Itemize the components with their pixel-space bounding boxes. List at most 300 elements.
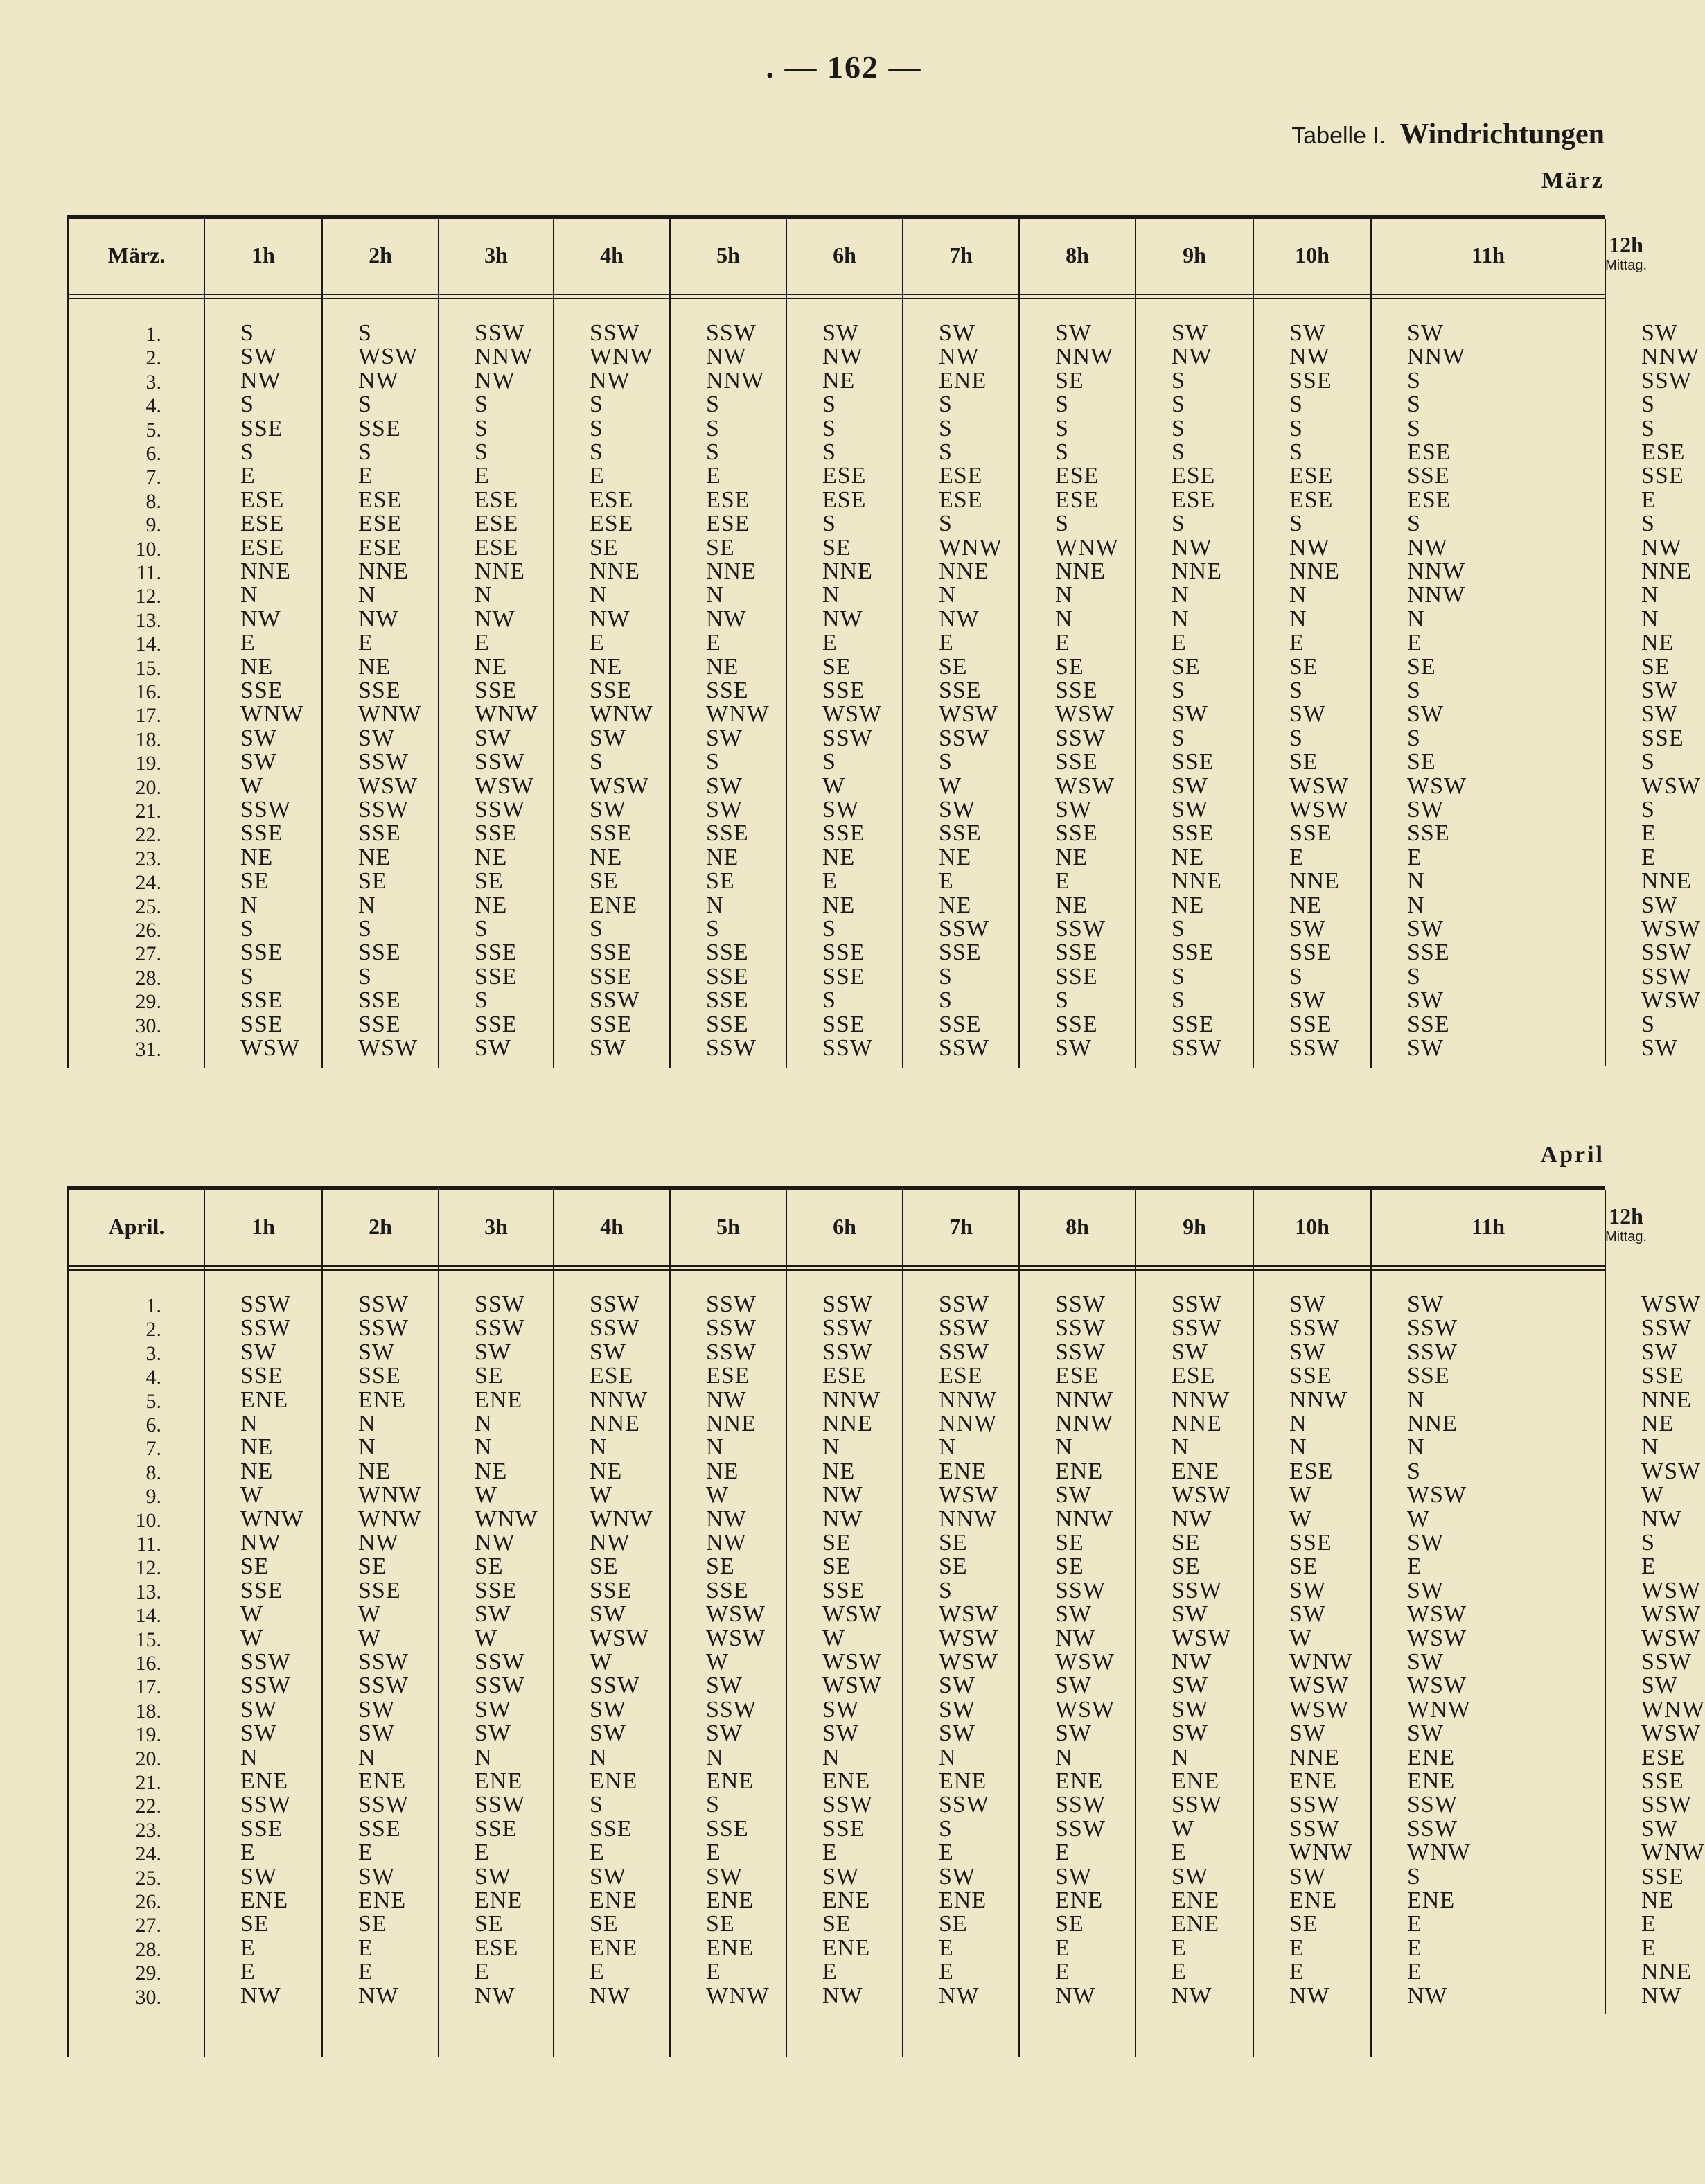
- hour-header: [554, 1190, 670, 1262]
- day-number: 30.: [135, 1985, 161, 2009]
- wind-direction-cell: WSW: [590, 773, 650, 799]
- wind-direction-cell: SE: [822, 653, 851, 680]
- wind-direction-cell: SSW: [590, 320, 640, 346]
- wind-direction-cell: SSE: [240, 1577, 283, 1603]
- wind-direction-cell: SW: [590, 797, 626, 822]
- wind-direction-cell: ESE: [1407, 486, 1451, 513]
- wind-direction-cell: NW: [1641, 1506, 1682, 1532]
- wind-direction-cell: SSE: [358, 940, 401, 966]
- wind-direction-cell: NW: [822, 1482, 863, 1508]
- wind-direction-cell: SSE: [1641, 463, 1684, 489]
- hour-header: [670, 219, 786, 291]
- wind-direction-cell: NNE: [1055, 558, 1106, 584]
- wind-direction-cell: S: [590, 415, 603, 441]
- day-number: 6.: [145, 1414, 161, 1436]
- wind-direction-cell: SSW: [590, 1315, 640, 1341]
- wind-direction-cell: ENE: [822, 1887, 871, 1913]
- day-number: 31.: [135, 1038, 161, 1061]
- wind-direction-cell: WNW: [358, 1482, 422, 1508]
- wind-direction-cell: W: [240, 1625, 264, 1651]
- wind-direction-cell: E: [358, 630, 373, 656]
- wind-direction-cell: NE: [1641, 1411, 1675, 1436]
- wind-direction-cell: S: [240, 320, 254, 346]
- wind-direction-cell: N: [822, 1744, 840, 1770]
- wind-direction-cell: SSE: [1055, 1011, 1098, 1037]
- wind-direction-cell: SE: [939, 1553, 968, 1580]
- header-rule: [69, 1269, 1605, 1271]
- wind-direction-cell: SSE: [1641, 1863, 1684, 1890]
- wind-direction-cell: S: [1289, 391, 1303, 418]
- hour-header: [554, 219, 670, 291]
- wind-direction-cell: NNE: [1289, 1744, 1340, 1770]
- wind-direction-cell: ENE: [939, 1887, 987, 1913]
- wind-direction-cell: SSW: [590, 1292, 640, 1317]
- wind-direction-cell: SW: [1172, 701, 1208, 728]
- wind-direction-cell: WNW: [475, 1506, 538, 1532]
- wind-direction-cell: E: [240, 1935, 256, 1961]
- wind-direction-cell: SE: [1289, 653, 1318, 680]
- day-number: 19.: [135, 752, 161, 775]
- wind-direction-cell: ENE: [1172, 1768, 1220, 1794]
- wind-direction-cell: ESE: [590, 1363, 634, 1389]
- wind-direction-cell: SSW: [358, 1292, 409, 1317]
- wind-direction-cell: NW: [358, 1530, 399, 1556]
- wind-direction-cell: E: [1172, 630, 1187, 656]
- wind-direction-cell: SW: [358, 725, 395, 751]
- wind-direction-cell: E: [1172, 1959, 1187, 1985]
- wind-direction-cell: SW: [475, 1035, 511, 1061]
- wind-direction-cell: SSW: [358, 749, 409, 775]
- wind-direction-cell: SW: [706, 1673, 743, 1699]
- wind-direction-cell: WSW: [590, 1625, 650, 1651]
- wind-direction-cell: NNW: [1289, 1386, 1348, 1413]
- wind-direction-cell: ENE: [590, 1935, 638, 1961]
- wind-direction-cell: SW: [590, 1720, 626, 1747]
- wind-direction-cell: NNW: [706, 367, 765, 394]
- day-number: 27.: [135, 1914, 161, 1937]
- wind-direction-cell: SW: [939, 1673, 975, 1699]
- wind-direction-cell: S: [1407, 1863, 1421, 1890]
- wind-direction-cell: S: [1172, 916, 1185, 942]
- wind-direction-cell: SSW: [1641, 940, 1692, 966]
- wind-direction-cell: SW: [1055, 320, 1092, 346]
- wind-direction-cell: N: [822, 1434, 840, 1461]
- hour-label: 7h: [949, 1214, 973, 1239]
- wind-direction-cell: SSW: [706, 320, 757, 346]
- wind-direction-cell: SW: [1055, 797, 1092, 822]
- wind-direction-cell: E: [590, 463, 605, 489]
- hour-header: [1605, 219, 1647, 291]
- wind-direction-cell: SSW: [1172, 1315, 1222, 1341]
- wind-direction-cell: SSW: [939, 1035, 989, 1061]
- wind-direction-cell: E: [1407, 1935, 1422, 1961]
- wind-direction-cell: SE: [706, 534, 735, 561]
- wind-direction-cell: ENE: [240, 1768, 289, 1794]
- wind-direction-cell: SSE: [590, 1815, 633, 1842]
- wind-direction-cell: S: [1289, 678, 1303, 703]
- day-number: 20.: [135, 1747, 161, 1770]
- wind-direction-cell: W: [240, 1601, 264, 1628]
- wind-direction-cell: SSE: [240, 987, 283, 1014]
- wind-direction-cell: E: [358, 1840, 373, 1866]
- wind-direction-cell: NE: [590, 844, 623, 870]
- wind-direction-cell: ESE: [358, 534, 403, 561]
- wind-direction-cell: NE: [939, 892, 972, 918]
- wind-direction-cell: SW: [822, 320, 859, 346]
- wind-direction-cell: ESE: [939, 486, 983, 513]
- wind-direction-cell: N: [240, 1744, 258, 1770]
- hour-header: [204, 1190, 322, 1262]
- wind-direction-cell: SW: [706, 1863, 743, 1890]
- wind-direction-cell: SSW: [1055, 916, 1106, 942]
- wind-direction-cell: N: [475, 582, 493, 608]
- wind-direction-cell: ENE: [1055, 1887, 1104, 1913]
- wind-direction-cell: S: [1289, 439, 1303, 465]
- wind-direction-cell: SE: [706, 1911, 735, 1937]
- wind-direction-cell: SW: [1289, 701, 1326, 728]
- wind-direction-cell: NNW: [1055, 1506, 1114, 1532]
- wind-direction-cell: ESE: [1055, 486, 1099, 513]
- wind-direction-cell: SSW: [706, 1292, 757, 1317]
- wind-direction-cell: NW: [706, 1386, 747, 1413]
- wind-direction-cell: E: [1055, 1935, 1070, 1961]
- wind-direction-cell: NNE: [590, 558, 640, 584]
- wind-direction-cell: ESE: [475, 486, 519, 513]
- column-rule: [786, 1190, 787, 2057]
- wind-direction-cell: SSW: [1172, 1792, 1222, 1818]
- wind-direction-cell: N: [1055, 1744, 1073, 1770]
- hour-header: [322, 1190, 439, 1262]
- wind-direction-cell: SSW: [706, 1035, 757, 1061]
- wind-direction-cell: SW: [1289, 1601, 1326, 1628]
- wind-direction-cell: S: [706, 415, 720, 441]
- wind-direction-cell: SSW: [822, 1292, 873, 1317]
- hour-label: 2h: [369, 243, 392, 267]
- column-rule: [1605, 219, 1606, 1066]
- wind-direction-cell: WSW: [939, 1601, 999, 1628]
- wind-direction-cell: SSW: [1055, 1815, 1106, 1842]
- wind-direction-cell: E: [1641, 1911, 1657, 1937]
- wind-direction-cell: SSW: [939, 1315, 989, 1341]
- wind-direction-cell: SE: [475, 1363, 504, 1389]
- wind-direction-cell: SW: [475, 1696, 511, 1723]
- wind-direction-cell: ENE: [1289, 1887, 1338, 1913]
- day-number: 24.: [135, 871, 161, 895]
- wind-direction-cell: N: [240, 582, 258, 608]
- day-number: 1.: [145, 1294, 161, 1317]
- wind-direction-cell: NW: [706, 1530, 747, 1556]
- day-number: 18.: [135, 728, 161, 751]
- wind-direction-cell: NW: [1641, 534, 1682, 561]
- wind-direction-cell: SSE: [1055, 963, 1098, 989]
- day-number: 17.: [135, 704, 161, 728]
- wind-direction-cell: WSW: [1055, 1696, 1115, 1723]
- wind-direction-cell: NE: [1172, 844, 1205, 870]
- wind-direction-cell: NNE: [1289, 868, 1340, 895]
- wind-direction-cell: N: [358, 1744, 376, 1770]
- day-number: 12.: [135, 585, 161, 608]
- wind-direction-cell: SSE: [1407, 1011, 1450, 1037]
- wind-direction-cell: NNE: [706, 1411, 757, 1436]
- wind-direction-cell: SSE: [358, 987, 401, 1014]
- wind-direction-cell: SW: [1641, 320, 1678, 346]
- wind-direction-cell: WSW: [240, 1035, 301, 1061]
- wind-direction-cell: SSE: [1172, 940, 1214, 966]
- wind-direction-cell: SW: [822, 1720, 859, 1747]
- wind-direction-cell: WSW: [358, 773, 418, 799]
- hour-header: [1253, 219, 1371, 291]
- day-number: 2.: [145, 1318, 161, 1341]
- wind-direction-cell: SW: [1407, 797, 1444, 822]
- wind-direction-cell: ESE: [706, 511, 750, 537]
- wind-direction-cell: N: [358, 582, 376, 608]
- hour-header: [1371, 219, 1605, 291]
- wind-direction-cell: SE: [1289, 1553, 1318, 1580]
- wind-direction-cell: W: [240, 773, 264, 799]
- day-number: 29.: [135, 1962, 161, 1985]
- wind-direction-cell: NE: [1055, 892, 1088, 918]
- wind-direction-cell: SSE: [1055, 678, 1098, 703]
- wind-direction-cell: N: [1172, 1434, 1190, 1461]
- wind-direction-cell: SSE: [822, 1815, 865, 1842]
- wind-direction-cell: E: [939, 868, 954, 895]
- wind-direction-cell: W: [240, 1482, 264, 1508]
- wind-direction-cell: NW: [822, 1506, 863, 1532]
- wind-direction-cell: SSE: [1407, 1363, 1450, 1389]
- wind-direction-cell: S: [1407, 678, 1421, 703]
- hour-header: [1371, 1190, 1605, 1262]
- wind-direction-cell: SW: [1289, 1292, 1326, 1317]
- column-rule: [1253, 1190, 1254, 2057]
- wind-direction-cell: E: [822, 868, 838, 895]
- wind-direction-cell: S: [475, 916, 488, 942]
- wind-direction-cell: ENE: [1172, 1458, 1220, 1484]
- wind-direction-cell: NE: [240, 844, 274, 870]
- wind-direction-cell: SSW: [1055, 1577, 1106, 1603]
- wind-direction-cell: N: [1055, 582, 1073, 608]
- wind-direction-cell: NW: [706, 606, 747, 632]
- wind-direction-cell: ENE: [358, 1386, 407, 1413]
- hour-label: 11h: [1471, 1214, 1505, 1239]
- wind-direction-cell: E: [1407, 844, 1422, 870]
- wind-direction-cell: ENE: [240, 1887, 289, 1913]
- wind-direction-cell: SW: [240, 725, 277, 751]
- wind-direction-cell: SW: [1289, 1863, 1326, 1890]
- wind-direction-cell: N: [475, 1434, 493, 1461]
- wind-direction-cell: WNW: [1407, 1840, 1471, 1866]
- wind-direction-cell: SSE: [475, 678, 518, 703]
- hour-header: [786, 1190, 903, 1262]
- wind-direction-cell: ESE: [475, 534, 519, 561]
- wind-direction-cell: SSW: [1641, 963, 1692, 989]
- hour-label: 12h: [1609, 1204, 1643, 1228]
- wind-direction-cell: NE: [240, 1458, 274, 1484]
- wind-direction-cell: SW: [240, 1863, 277, 1890]
- wind-direction-cell: NW: [590, 1982, 630, 2009]
- mittag-label: Mittag.: [1605, 258, 1647, 273]
- wind-direction-cell: SSE: [706, 678, 749, 703]
- wind-direction-cell: SSE: [358, 1815, 401, 1842]
- day-number: 23.: [135, 1818, 161, 1842]
- wind-direction-cell: SSE: [358, 820, 401, 847]
- wind-direction-cell: WSW: [939, 701, 999, 728]
- wind-direction-cell: S: [706, 749, 720, 775]
- wind-direction-cell: SW: [358, 1339, 395, 1365]
- wind-direction-cell: NW: [1289, 344, 1330, 370]
- wind-direction-cell: N: [939, 1744, 957, 1770]
- wind-direction-cell: S: [475, 391, 488, 418]
- wind-direction-cell: SE: [1407, 749, 1436, 775]
- wind-direction-cell: ESE: [590, 511, 634, 537]
- day-number: 28.: [135, 1937, 161, 1961]
- wind-direction-cell: S: [358, 439, 372, 465]
- hour-header: [1253, 1190, 1371, 1262]
- wind-direction-cell: ESE: [939, 1363, 983, 1389]
- hour-label: 3h: [484, 1214, 508, 1239]
- wind-direction-cell: SSE: [475, 1815, 518, 1842]
- wind-direction-cell: E: [240, 630, 256, 656]
- day-number: 29.: [135, 990, 161, 1014]
- wind-direction-cell: E: [358, 1959, 373, 1985]
- wind-direction-cell: SE: [475, 1553, 504, 1580]
- wind-direction-cell: E: [1641, 1553, 1657, 1580]
- day-number: 22.: [135, 1795, 161, 1818]
- wind-direction-cell: SE: [590, 534, 619, 561]
- wind-direction-cell: N: [475, 1411, 493, 1436]
- wind-direction-cell: W: [1407, 1506, 1431, 1532]
- wind-direction-cell: SE: [706, 1553, 735, 1580]
- wind-direction-cell: N: [358, 892, 376, 918]
- wind-direction-cell: SW: [1407, 1577, 1444, 1603]
- wind-direction-cell: E: [590, 630, 605, 656]
- wind-direction-cell: SSW: [822, 725, 873, 751]
- wind-direction-cell: WNW: [358, 701, 422, 728]
- wind-direction-cell: SW: [1172, 1601, 1208, 1628]
- wind-direction-cell: N: [1407, 606, 1425, 632]
- wind-direction-cell: WNW: [1641, 1840, 1705, 1866]
- wind-direction-cell: S: [1172, 415, 1185, 441]
- wind-direction-cell: SSW: [240, 1673, 291, 1699]
- wind-direction-cell: SSW: [1407, 1815, 1458, 1842]
- wind-direction-cell: SSE: [1289, 1530, 1332, 1556]
- hour-header: [439, 1190, 554, 1262]
- wind-direction-cell: ENE: [1055, 1458, 1104, 1484]
- wind-direction-cell: SSE: [240, 1363, 283, 1389]
- wind-direction-cell: N: [939, 582, 957, 608]
- column-rule: [786, 219, 787, 1068]
- wind-direction-cell: WSW: [1407, 1673, 1467, 1699]
- wind-direction-cell: NE: [358, 1458, 391, 1484]
- wind-direction-cell: NW: [706, 344, 747, 370]
- wind-direction-cell: S: [939, 439, 953, 465]
- wind-direction-cell: S: [822, 916, 836, 942]
- wind-direction-cell: N: [706, 1434, 724, 1461]
- wind-direction-cell: S: [706, 916, 720, 942]
- wind-direction-cell: W: [822, 1625, 846, 1651]
- wind-direction-cell: E: [706, 1840, 721, 1866]
- column-rule: [1605, 1190, 1606, 2014]
- column-rule: [204, 219, 205, 1068]
- wind-direction-cell: S: [1641, 1530, 1655, 1556]
- wind-direction-cell: WSW: [1407, 1482, 1467, 1508]
- wind-direction-cell: WSW: [1289, 773, 1350, 799]
- wind-direction-cell: S: [590, 391, 603, 418]
- wind-direction-cell: ESE: [1055, 463, 1099, 489]
- wind-direction-cell: SW: [1289, 1339, 1326, 1365]
- wind-direction-cell: SE: [590, 1911, 619, 1937]
- wind-direction-cell: NW: [1172, 534, 1212, 561]
- wind-direction-cell: S: [1289, 511, 1303, 537]
- wind-direction-cell: SSW: [475, 1792, 525, 1818]
- wind-direction-cell: SE: [706, 868, 735, 895]
- wind-direction-cell: NE: [706, 653, 739, 680]
- wind-direction-cell: SSE: [1172, 820, 1214, 847]
- wind-direction-cell: SSE: [1289, 940, 1332, 966]
- wind-direction-cell: W: [590, 1482, 613, 1508]
- wind-direction-cell: SW: [1641, 892, 1678, 918]
- hour-header: [903, 219, 1019, 291]
- wind-direction-cell: N: [1407, 1434, 1425, 1461]
- wind-direction-cell: ENE: [706, 1935, 754, 1961]
- wind-direction-cell: SSW: [1641, 1649, 1692, 1675]
- wind-direction-cell: ENE: [706, 1887, 754, 1913]
- wind-direction-cell: SW: [939, 1696, 975, 1723]
- wind-direction-cell: S: [1172, 511, 1185, 537]
- wind-direction-cell: SSE: [706, 987, 749, 1014]
- wind-direction-cell: NNW: [475, 344, 533, 370]
- wind-direction-cell: SSW: [358, 1673, 409, 1699]
- wind-direction-cell: ESE: [822, 486, 867, 513]
- wind-direction-cell: N: [1172, 606, 1190, 632]
- wind-direction-cell: NE: [1641, 1887, 1675, 1913]
- wind-direction-cell: W: [1641, 1482, 1665, 1508]
- wind-direction-cell: SE: [1172, 1553, 1201, 1580]
- column-rule: [1135, 219, 1136, 1068]
- day-number: 1.: [145, 323, 161, 346]
- wind-direction-cell: SW: [240, 749, 277, 775]
- wind-direction-cell: SW: [590, 1863, 626, 1890]
- wind-direction-cell: S: [939, 963, 953, 989]
- wind-direction-cell: SSE: [240, 1815, 283, 1842]
- wind-direction-cell: SSW: [706, 1339, 757, 1365]
- wind-direction-cell: SSE: [706, 963, 749, 989]
- wind-direction-cell: S: [1055, 415, 1069, 441]
- wind-direction-cell: SW: [1407, 916, 1444, 942]
- wind-direction-cell: SE: [475, 868, 504, 895]
- column-rule: [321, 1190, 323, 2057]
- wind-direction-cell: ESE: [358, 486, 403, 513]
- wind-direction-cell: E: [358, 463, 373, 489]
- wind-direction-cell: W: [1289, 1482, 1313, 1508]
- wind-direction-cell: SSW: [1172, 1292, 1222, 1317]
- wind-direction-cell: SSE: [706, 940, 749, 966]
- wind-direction-cell: N: [240, 1411, 258, 1436]
- wind-direction-cell: ENE: [1172, 1887, 1220, 1913]
- wind-direction-cell: NNW: [1055, 344, 1114, 370]
- wind-direction-cell: E: [706, 630, 721, 656]
- wind-direction-cell: SW: [475, 725, 511, 751]
- wind-direction-cell: WSW: [1641, 1577, 1702, 1603]
- wind-direction-cell: NNE: [1641, 1959, 1692, 1985]
- wind-direction-cell: WSW: [475, 773, 535, 799]
- wind-direction-cell: NNE: [1407, 1411, 1458, 1436]
- wind-direction-cell: SW: [1055, 1601, 1092, 1628]
- wind-direction-cell: NW: [1055, 1625, 1096, 1651]
- wind-direction-cell: SSW: [822, 1339, 873, 1365]
- wind-direction-cell: E: [1407, 1959, 1422, 1985]
- hour-label: 8h: [1066, 243, 1089, 267]
- wind-direction-cell: S: [590, 749, 603, 775]
